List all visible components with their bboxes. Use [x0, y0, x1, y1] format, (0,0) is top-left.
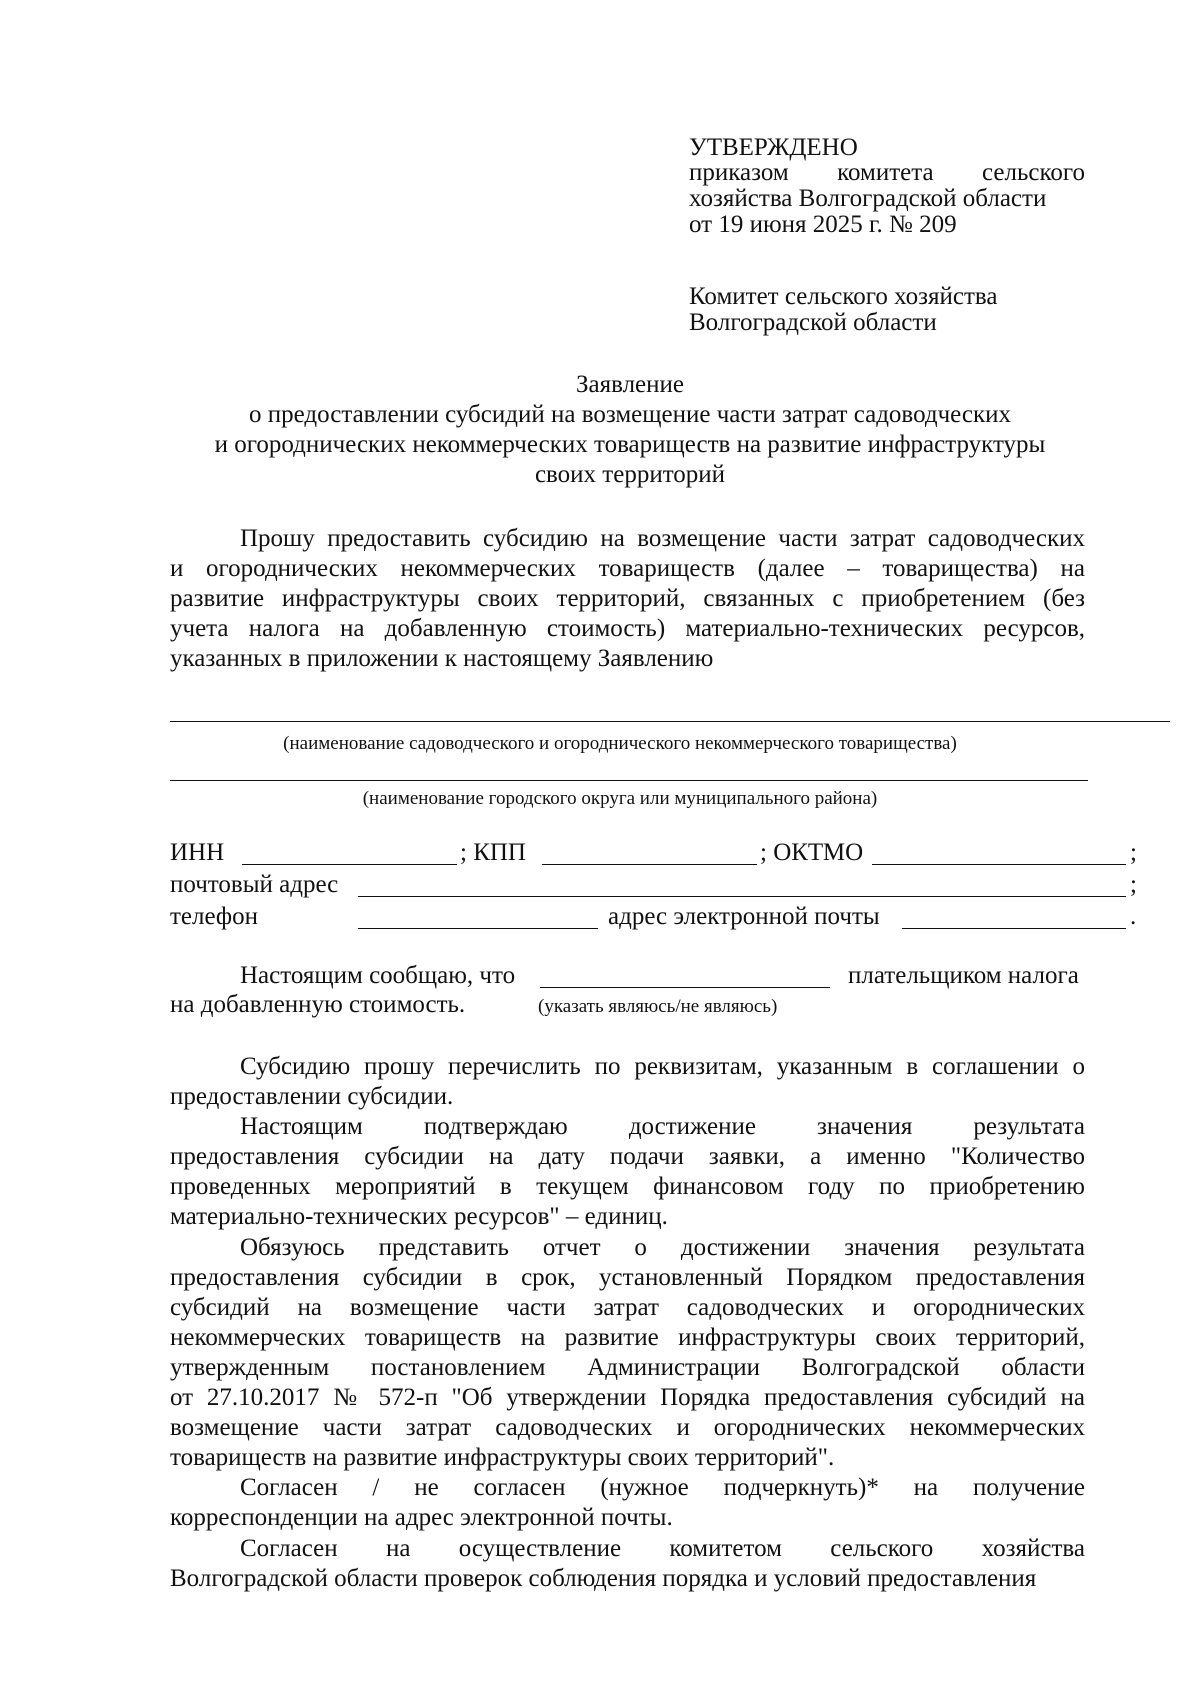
- paragraph-line: Прошу предоставить субсидию на возмещение части затрат садоводческих: [240, 525, 1085, 552]
- semicolon: ;: [1130, 871, 1137, 898]
- paragraph-line: утвержденным постановлением Администрации Волгоградской области: [170, 1354, 1085, 1381]
- postal-address-label: почтовый адрес: [170, 871, 339, 898]
- period: .: [1130, 903, 1137, 930]
- paragraph-line: проведенных мероприятий в текущем финансовом году по приобретению: [170, 1173, 1085, 1200]
- vat-suffix: плательщиком налога: [848, 962, 1079, 989]
- title-line: своих территорий: [534, 461, 726, 488]
- paragraph-line: от 27.10.2017 № 572-п "Об утверждении Порядка предоставления субсидий на: [170, 1384, 1085, 1411]
- paragraph-line: предоставлении субсидии.: [170, 1083, 454, 1110]
- vat-line: на добавленную стоимость.: [170, 991, 466, 1018]
- addressee-line: Волгоградской области: [689, 309, 937, 336]
- oktmo-input[interactable]: [872, 864, 1126, 865]
- approval-date: от 19 июня 2025 г. № 209: [689, 211, 957, 238]
- paragraph-line: Согласен на осуществление комитетом сельского хозяйства: [240, 1535, 1085, 1562]
- title-line: Заявление: [575, 371, 685, 398]
- title-line: о предоставлении субсидий на возмещение части затрат садоводческих: [249, 401, 1011, 428]
- paragraph-line: Настоящим подтверждаю достижение значения результата: [240, 1113, 1085, 1140]
- postal-address-input[interactable]: [358, 896, 1126, 897]
- paragraph-line: предоставления субсидии на дату подачи заявки, а именно "Количество: [170, 1143, 1085, 1170]
- paragraph-line: субсидий на возмещение части затрат садоводческих и огороднических: [170, 1294, 1085, 1321]
- paragraph-line: указанных в приложении к настоящему Заявлению: [170, 645, 714, 672]
- paragraph-line: предоставления субсидии в срок, установленный Порядком предоставления: [170, 1264, 1085, 1291]
- phone-label: телефон: [170, 903, 258, 930]
- partnership-name-caption: (наименование садоводческого и огороднического некоммерческого товарищества): [283, 733, 957, 754]
- inn-label: ИНН: [170, 839, 225, 866]
- paragraph-line: товариществ на развитие инфраструктуры своих территорий".: [170, 1444, 835, 1471]
- district-name-field[interactable]: [170, 780, 1088, 781]
- paragraph-line: материально-технических ресурсов" – единиц.: [170, 1203, 668, 1230]
- inn-input[interactable]: [242, 864, 457, 865]
- phone-input[interactable]: [358, 928, 598, 929]
- vat-hint: (указать являюсь/не являюсь): [538, 996, 778, 1017]
- approval-line: хозяйства Волгоградской области: [689, 185, 1047, 212]
- oktmo-label: ; ОКТМО: [760, 839, 864, 866]
- district-name-caption: (наименование городского округа или муниципального района): [362, 788, 878, 809]
- paragraph-line: корреспонденции на адрес электронной почты.: [170, 1504, 673, 1531]
- paragraph-line: развитие инфраструктуры своих территорий, связанных с приобретением (без: [170, 585, 1085, 612]
- paragraph-line: Волгоградской области проверок соблюдения порядка и условий предоставления: [170, 1565, 1037, 1592]
- approval-heading: УТВЕРЖДЕНО: [689, 134, 858, 161]
- kpp-label: ; КПП: [460, 839, 526, 866]
- title-line: и огороднических некоммерческих товариществ на развитие инфраструктуры: [214, 431, 1046, 458]
- vat-prefix: Настоящим сообщаю, что: [240, 962, 516, 989]
- paragraph-line: учета налога на добавленную стоимость) материально-технических ресурсов,: [170, 615, 1085, 642]
- paragraph-line: и огороднических некоммерческих товариществ (далее – товарищества) на: [170, 555, 1085, 582]
- paragraph-line: Согласен / не согласен (нужное подчеркнуть)* на получение: [240, 1474, 1085, 1501]
- vat-status-input[interactable]: [540, 987, 830, 988]
- email-input[interactable]: [902, 928, 1126, 929]
- partnership-name-field[interactable]: [170, 721, 1170, 722]
- paragraph-line: Обязуюсь представить отчет о достижении значения результата: [240, 1234, 1085, 1261]
- kpp-input[interactable]: [542, 864, 757, 865]
- paragraph-line: возмещение части затрат садоводческих и огороднических некоммерческих: [170, 1414, 1085, 1441]
- approval-line: приказом комитета сельского: [689, 159, 1085, 186]
- paragraph-line: некоммерческих товариществ на развитие инфраструктуры своих территорий,: [170, 1324, 1085, 1351]
- semicolon: ;: [1130, 839, 1137, 866]
- paragraph-line: Субсидию прошу перечислить по реквизитам, указанным в соглашении о: [240, 1053, 1085, 1080]
- email-label: адрес электронной почты: [608, 903, 880, 930]
- addressee-line: Комитет сельского хозяйства: [689, 283, 998, 310]
